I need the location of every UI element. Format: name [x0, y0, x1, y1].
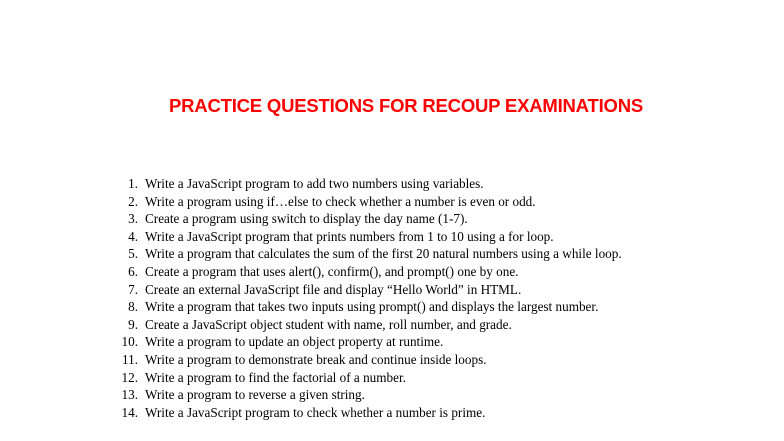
question-text: Write a JavaScript program that prints numbers from 1 to 10 using a for loop.: [145, 228, 554, 244]
question-number: 8.: [128, 299, 138, 315]
question-number: 6.: [128, 263, 138, 279]
question-number: 7.: [128, 281, 138, 297]
question-number: 13.: [121, 387, 138, 403]
question-item: [114, 298, 684, 316]
question-item: [114, 210, 684, 228]
question-text: Write a program using if…else to check whether a number is even or odd.: [145, 193, 536, 209]
question-item: [114, 333, 684, 351]
question-item: [114, 245, 684, 263]
question-text: Write a program that takes two inputs using prompt() and displays the largest number.: [145, 299, 599, 315]
question-text: Write a program to find the factorial of a number.: [145, 369, 406, 385]
question-number: 9.: [128, 316, 138, 332]
question-text: Create a program that uses alert(), confirm(), and prompt() one by one.: [145, 263, 519, 279]
question-text: Create an external JavaScript file and display “Hello World” in HTML.: [145, 281, 522, 297]
question-number: 14.: [121, 404, 138, 420]
question-number: 10.: [121, 334, 138, 350]
question-number: 2.: [128, 193, 138, 209]
question-text: Write a JavaScript program to check whether a number is prime.: [145, 404, 486, 420]
question-item: [114, 316, 684, 334]
question-number: 1.: [128, 176, 138, 191]
page-title: PRACTICE QUESTIONS FOR RECOUP EXAMINATIONS: [168, 95, 643, 116]
question-number: 5.: [128, 246, 138, 262]
question-item: [114, 369, 684, 387]
question-number: 4.: [128, 228, 138, 244]
question-item: [114, 351, 684, 369]
question-text: Create a JavaScript object student with name, roll number, and grade.: [145, 316, 512, 332]
question-item: [114, 228, 684, 246]
question-number: 12.: [121, 369, 138, 385]
question-text: Write a program to reverse a given string.: [145, 387, 365, 403]
question-text: Create a program using switch to display the day name (1-7).: [145, 211, 468, 227]
question-item: [114, 263, 684, 281]
question-list: [114, 175, 684, 421]
question-item: [114, 281, 684, 299]
question-item: [114, 386, 684, 404]
question-number: 3.: [128, 211, 138, 227]
question-text: Write a program that calculates the sum of the first 20 natural numbers using a while loop.: [145, 246, 622, 262]
question-item: [114, 193, 684, 211]
question-text: Write a JavaScript program to add two numbers using variables.: [145, 176, 484, 191]
question-text: Write a program to update an object property at runtime.: [145, 334, 444, 350]
question-text: Write a program to demonstrate break and continue inside loops.: [145, 351, 487, 367]
question-item: [114, 404, 684, 422]
question-number: 11.: [122, 351, 138, 367]
question-item: [114, 175, 684, 193]
